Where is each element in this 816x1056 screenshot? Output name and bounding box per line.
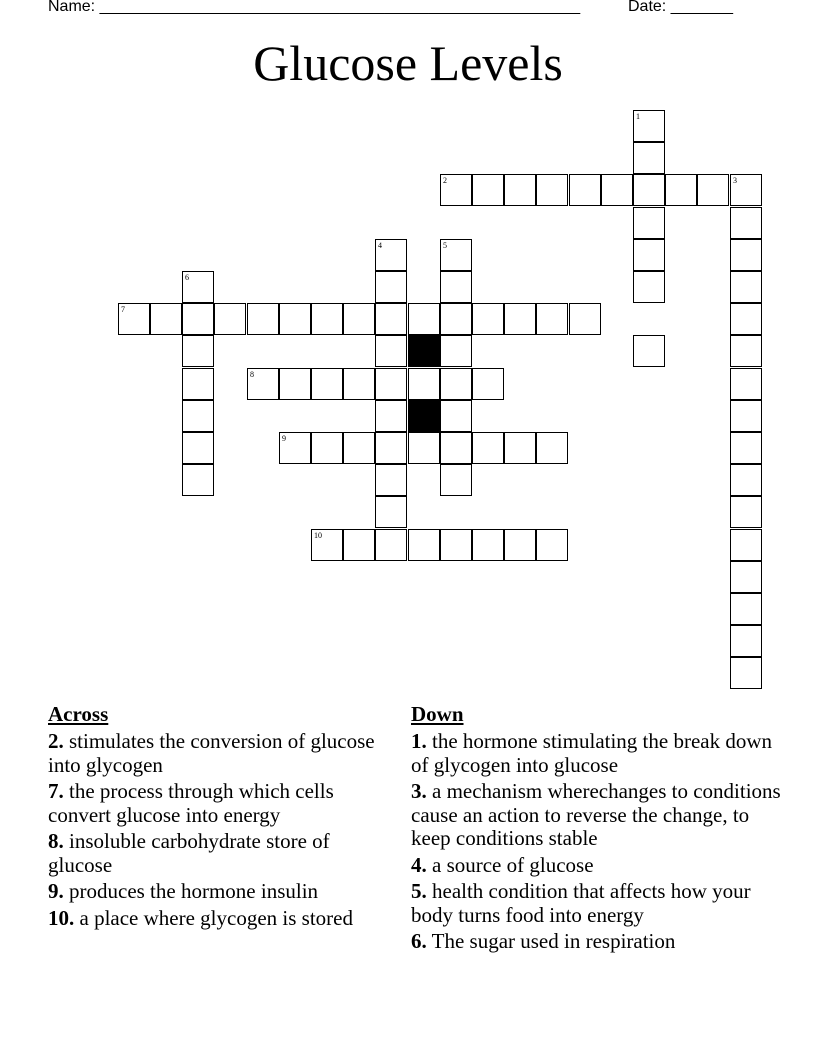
crossword-cell[interactable] — [375, 239, 407, 271]
clue-number: 1. — [411, 729, 427, 753]
clue-text: the process through which cells convert glucose into energy — [48, 779, 334, 827]
crossword-cell[interactable] — [247, 303, 279, 335]
clue-number-label: 10 — [314, 531, 322, 540]
crossword-cell[interactable] — [408, 303, 440, 335]
crossword-cell[interactable] — [311, 368, 343, 400]
crossword-cell[interactable] — [247, 368, 279, 400]
crossword-cell[interactable] — [633, 271, 665, 303]
down-clue — [411, 854, 781, 878]
clue-number: 3. — [411, 779, 427, 803]
crossword-cell[interactable] — [375, 496, 407, 528]
clue-number: 10. — [48, 905, 75, 930]
clue-number: 2. — [48, 729, 64, 753]
clue-number-label: 2 — [443, 176, 447, 185]
crossword-cell[interactable] — [375, 432, 407, 464]
clue-text: a mechanism wherechanges to conditions cause an action to reverse the change, to keep conditions stable — [411, 779, 781, 850]
crossword-cell[interactable] — [440, 303, 472, 335]
crossword-cell[interactable] — [440, 464, 472, 496]
crossword-cell[interactable] — [730, 625, 762, 657]
clue-text: the hormone stimulating the break down of glycogen into glucose — [411, 729, 773, 777]
crossword-cell[interactable] — [730, 368, 762, 400]
clue-text: stimulates the conversion of glucose into glycogen — [48, 729, 375, 777]
down-clue — [411, 780, 781, 851]
crossword-cell[interactable] — [311, 432, 343, 464]
clue-number-label: 8 — [250, 370, 254, 379]
crossword-cell[interactable] — [408, 368, 440, 400]
crossword-cell[interactable] — [375, 529, 407, 561]
crossword-cell[interactable] — [472, 529, 504, 561]
down-clue — [411, 880, 781, 927]
crossword-cell[interactable] — [182, 432, 214, 464]
crossword-cell[interactable] — [633, 174, 665, 206]
crossword-cell[interactable] — [536, 303, 568, 335]
crossword-cell[interactable] — [408, 529, 440, 561]
crossword-cell[interactable] — [730, 400, 762, 432]
crossword-cell[interactable] — [601, 174, 633, 206]
crossword-cell[interactable] — [440, 432, 472, 464]
crossword-cell[interactable] — [730, 303, 762, 335]
crossword-cell[interactable] — [440, 368, 472, 400]
crossword-cell[interactable] — [182, 335, 214, 367]
crossword-cell[interactable] — [311, 529, 343, 561]
across-clue — [48, 830, 378, 877]
crossword-cell[interactable] — [375, 400, 407, 432]
crossword-cell[interactable] — [375, 303, 407, 335]
crossword-cell[interactable] — [375, 335, 407, 367]
across-clue — [48, 907, 378, 931]
date-field[interactable]: Date: _______ — [628, 0, 733, 15]
down-clue — [411, 930, 781, 954]
down-clues — [411, 703, 781, 957]
crossword-cell[interactable] — [536, 529, 568, 561]
crossword-cell[interactable] — [182, 368, 214, 400]
crossword-cell[interactable] — [150, 303, 182, 335]
across-list — [48, 730, 378, 930]
crossword-cell[interactable] — [343, 529, 375, 561]
crossword-cell[interactable] — [279, 368, 311, 400]
across-clues — [48, 703, 378, 933]
crossword-cell[interactable] — [730, 496, 762, 528]
clue-text: produces the hormone insulin — [69, 879, 319, 903]
clue-number-label: 5 — [443, 241, 447, 250]
crossword-cell[interactable] — [730, 271, 762, 303]
clue-number-label: 6 — [185, 273, 189, 282]
clue-number-label: 3 — [733, 176, 737, 185]
crossword-cell[interactable] — [697, 174, 729, 206]
crossword-cell[interactable] — [730, 207, 762, 239]
crossword-block — [408, 335, 440, 367]
crossword-cell[interactable] — [569, 303, 601, 335]
crossword-cell[interactable] — [440, 335, 472, 367]
down-clue — [411, 730, 781, 777]
crossword-cell[interactable] — [730, 593, 762, 625]
crossword-cell[interactable] — [375, 271, 407, 303]
crossword-cell[interactable] — [730, 174, 762, 206]
crossword-cell[interactable] — [440, 174, 472, 206]
crossword-cell[interactable] — [408, 432, 440, 464]
crossword-cell[interactable] — [472, 303, 504, 335]
page-title: Glucose Levels — [253, 35, 563, 91]
crossword-cell[interactable] — [633, 142, 665, 174]
crossword-cell[interactable] — [633, 335, 665, 367]
crossword-cell[interactable] — [440, 400, 472, 432]
clue-text: a place where glycogen is stored — [79, 905, 353, 930]
crossword-cell[interactable] — [343, 303, 375, 335]
clue-number: 5. — [411, 879, 427, 903]
clue-text: insoluble carbohydrate store of glucose — [48, 829, 330, 877]
clue-number: 7. — [48, 779, 64, 803]
crossword-cell[interactable] — [472, 368, 504, 400]
crossword-cell[interactable] — [730, 335, 762, 367]
clue-text: a source of glucose — [432, 852, 594, 877]
crossword-cell[interactable] — [472, 432, 504, 464]
crossword-cell[interactable] — [440, 529, 472, 561]
crossword-cell[interactable] — [375, 464, 407, 496]
across-clue — [48, 880, 378, 904]
crossword-cell[interactable] — [182, 464, 214, 496]
clue-number: 8. — [48, 829, 64, 853]
crossword-cell[interactable] — [375, 368, 407, 400]
crossword-cell[interactable] — [730, 432, 762, 464]
crossword-cell[interactable] — [730, 529, 762, 561]
across-clue — [48, 780, 378, 827]
clue-number-label: 4 — [378, 241, 382, 250]
crossword-cell[interactable] — [504, 529, 536, 561]
crossword-cell[interactable] — [633, 110, 665, 142]
crossword-cell[interactable] — [118, 303, 150, 335]
crossword-cell[interactable] — [343, 368, 375, 400]
clue-number-label: 1 — [636, 112, 640, 121]
down-list — [411, 730, 781, 954]
crossword-cell[interactable] — [440, 239, 472, 271]
crossword-cell[interactable] — [633, 207, 665, 239]
crossword-cell[interactable] — [182, 400, 214, 432]
crossword-cell[interactable] — [311, 303, 343, 335]
clue-number: 6. — [411, 929, 427, 953]
crossword-cell[interactable] — [182, 271, 214, 303]
crossword-cell[interactable] — [504, 303, 536, 335]
crossword-cell[interactable] — [633, 239, 665, 271]
crossword-cell[interactable] — [536, 432, 568, 464]
crossword-cell[interactable] — [536, 174, 568, 206]
crossword-cell[interactable] — [472, 174, 504, 206]
crossword-cell[interactable] — [504, 174, 536, 206]
across-heading: Across — [48, 702, 109, 726]
name-field[interactable]: Name: ______________________________________________________ — [48, 0, 581, 15]
crossword-cell[interactable] — [730, 561, 762, 593]
crossword-cell[interactable] — [279, 432, 311, 464]
crossword-cell[interactable] — [182, 303, 214, 335]
crossword-cell[interactable] — [569, 174, 601, 206]
across-clue — [48, 730, 378, 777]
crossword-cell[interactable] — [730, 657, 762, 689]
down-heading: Down — [411, 702, 464, 726]
crossword-cell[interactable] — [440, 271, 472, 303]
clue-text: The sugar used in respiration — [431, 929, 676, 953]
crossword-block — [408, 400, 440, 432]
crossword-cell[interactable] — [665, 174, 697, 206]
crossword-cell[interactable] — [214, 303, 246, 335]
crossword-cell[interactable] — [343, 432, 375, 464]
clue-number: 4. — [411, 852, 427, 877]
crossword-cell[interactable] — [730, 239, 762, 271]
crossword-cell[interactable] — [730, 464, 762, 496]
clue-number: 9. — [48, 879, 64, 903]
clue-text: health condition that affects how your body turns food into energy — [411, 879, 751, 927]
clue-number-label: 9 — [282, 434, 286, 443]
clue-number-label: 7 — [121, 305, 125, 314]
crossword-cell[interactable] — [279, 303, 311, 335]
crossword-cell[interactable] — [504, 432, 536, 464]
